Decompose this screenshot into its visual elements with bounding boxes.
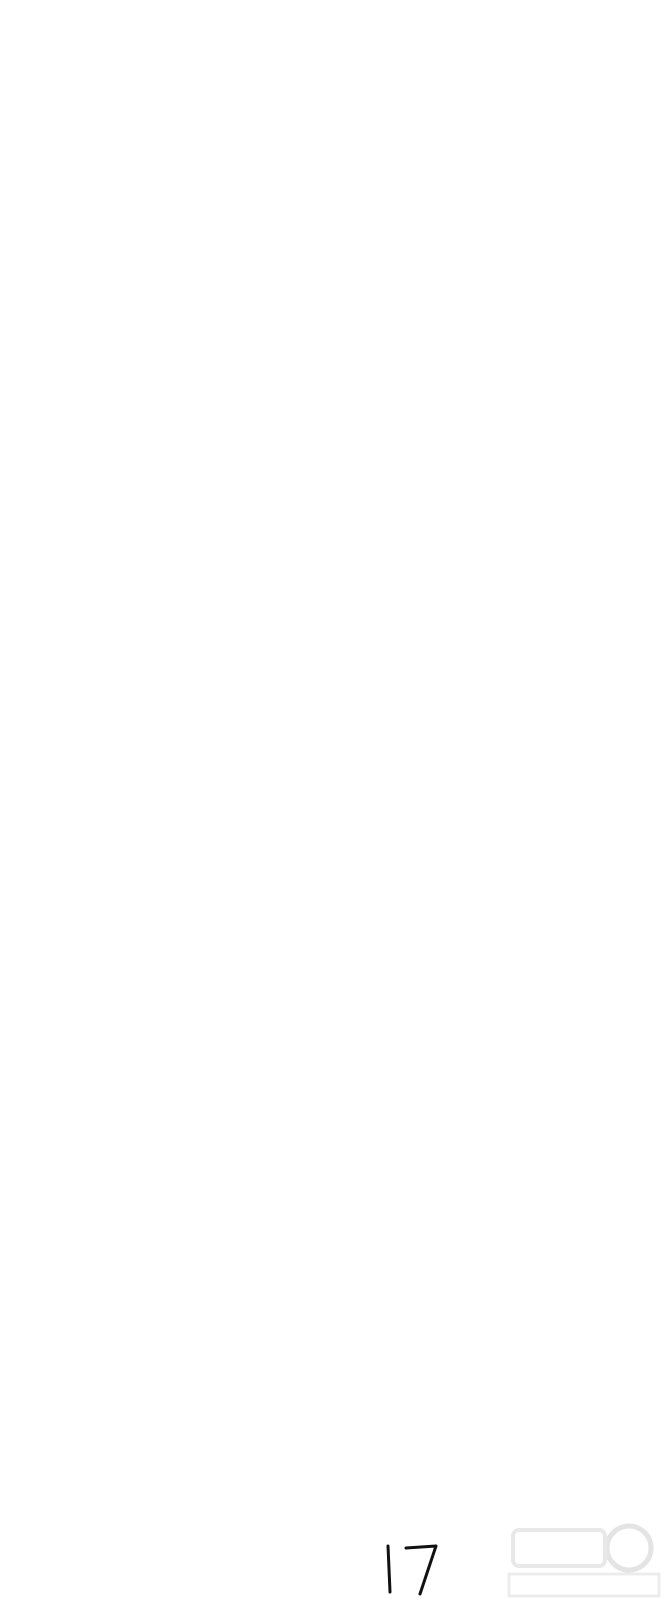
- handwritten-page-number: [380, 1538, 450, 1596]
- watermark-logo: [505, 1520, 663, 1600]
